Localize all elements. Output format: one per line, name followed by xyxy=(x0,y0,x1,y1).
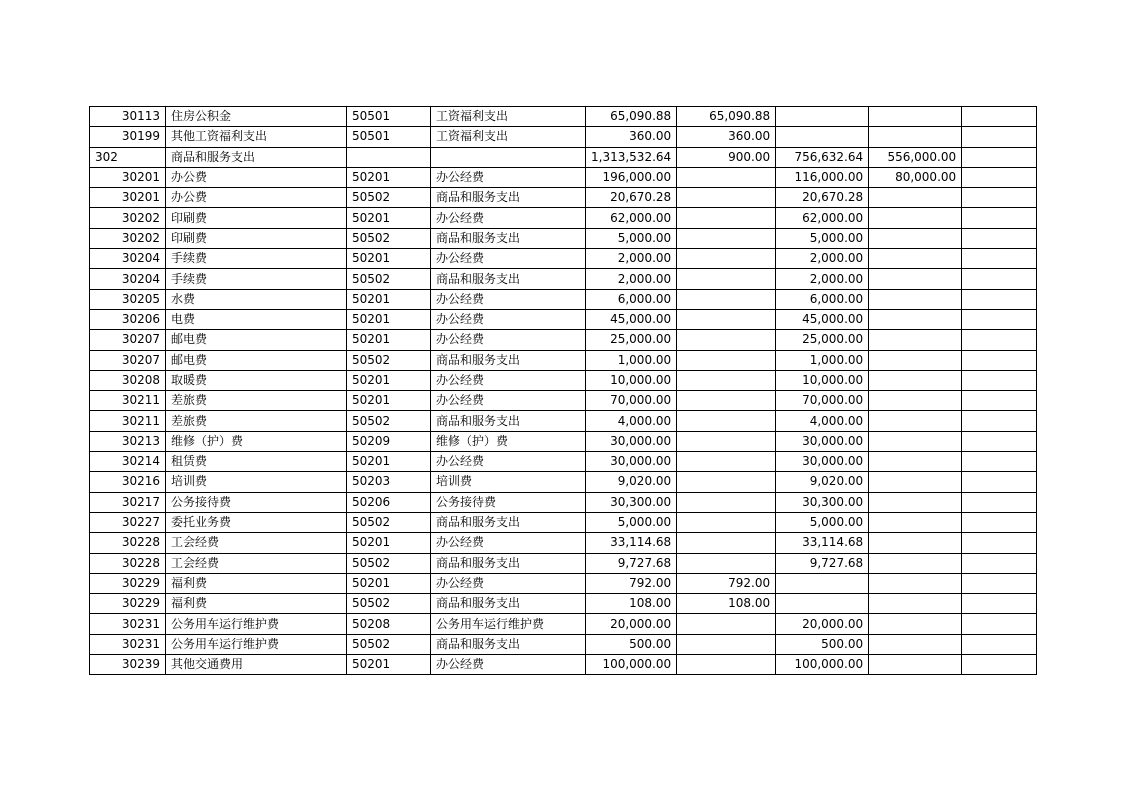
project-expense-cell xyxy=(869,411,962,431)
econ-name-cell: 公务用车运行维护费 xyxy=(431,614,586,634)
other-cell xyxy=(962,188,1037,208)
basic-public-cell: 5,000.00 xyxy=(776,228,869,248)
econ-name-cell: 维修（护）费 xyxy=(431,431,586,451)
total-amount-cell: 100,000.00 xyxy=(586,655,677,675)
project-expense-cell xyxy=(869,188,962,208)
subject-name-cell: 其他交通费用 xyxy=(166,655,347,675)
other-cell xyxy=(962,309,1037,329)
project-expense-cell xyxy=(869,573,962,593)
econ-name-cell: 办公经费 xyxy=(431,208,586,228)
subject-name-cell: 手续费 xyxy=(166,269,347,289)
subject-name-cell: 电费 xyxy=(166,309,347,329)
basic-personnel-cell xyxy=(677,330,776,350)
project-expense-cell xyxy=(869,492,962,512)
basic-public-cell: 2,000.00 xyxy=(776,249,869,269)
econ-code-cell: 50203 xyxy=(347,472,431,492)
basic-personnel-cell xyxy=(677,188,776,208)
subject-name-cell: 差旅费 xyxy=(166,391,347,411)
econ-code-cell: 50502 xyxy=(347,634,431,654)
basic-public-cell xyxy=(776,127,869,147)
project-expense-cell xyxy=(869,472,962,492)
table-row xyxy=(90,350,1037,370)
total-amount-cell: 25,000.00 xyxy=(586,330,677,350)
subject-name-cell: 办公费 xyxy=(166,167,347,187)
project-expense-cell xyxy=(869,512,962,532)
basic-personnel-cell: 65,090.88 xyxy=(677,107,776,127)
subject-code-cell: 30207 xyxy=(90,330,166,350)
econ-code-cell: 50209 xyxy=(347,431,431,451)
basic-personnel-cell: 900.00 xyxy=(677,147,776,167)
table-row xyxy=(90,391,1037,411)
other-cell xyxy=(962,655,1037,675)
other-cell xyxy=(962,289,1037,309)
other-cell xyxy=(962,553,1037,573)
total-amount-cell: 360.00 xyxy=(586,127,677,147)
econ-code-cell: 50502 xyxy=(347,411,431,431)
project-expense-cell xyxy=(869,553,962,573)
other-cell xyxy=(962,228,1037,248)
table-row xyxy=(90,370,1037,390)
subject-name-cell: 公务用车运行维护费 xyxy=(166,634,347,654)
basic-public-cell xyxy=(776,107,869,127)
econ-code-cell: 50201 xyxy=(347,289,431,309)
subject-name-cell: 工会经费 xyxy=(166,533,347,553)
basic-personnel-cell xyxy=(677,391,776,411)
subject-name-cell: 其他工资福利支出 xyxy=(166,127,347,147)
basic-public-cell: 4,000.00 xyxy=(776,411,869,431)
basic-public-cell: 10,000.00 xyxy=(776,370,869,390)
basic-public-cell: 5,000.00 xyxy=(776,512,869,532)
total-amount-cell: 6,000.00 xyxy=(586,289,677,309)
econ-code-cell: 50201 xyxy=(347,167,431,187)
subject-code-cell: 30216 xyxy=(90,472,166,492)
table-row xyxy=(90,208,1037,228)
econ-name-cell: 商品和服务支出 xyxy=(431,594,586,614)
table-row xyxy=(90,411,1037,431)
basic-personnel-cell xyxy=(677,655,776,675)
basic-public-cell: 1,000.00 xyxy=(776,350,869,370)
subject-name-cell: 印刷费 xyxy=(166,208,347,228)
subject-name-cell: 邮电费 xyxy=(166,350,347,370)
basic-public-cell: 62,000.00 xyxy=(776,208,869,228)
econ-name-cell: 办公经费 xyxy=(431,249,586,269)
subject-name-cell: 水费 xyxy=(166,289,347,309)
econ-name-cell: 办公经费 xyxy=(431,655,586,675)
basic-personnel-cell: 360.00 xyxy=(677,127,776,147)
econ-name-cell: 办公经费 xyxy=(431,167,586,187)
project-expense-cell xyxy=(869,634,962,654)
econ-code-cell: 50206 xyxy=(347,492,431,512)
basic-personnel-cell xyxy=(677,634,776,654)
other-cell xyxy=(962,350,1037,370)
econ-code-cell: 50201 xyxy=(347,309,431,329)
project-expense-cell xyxy=(869,533,962,553)
other-cell xyxy=(962,431,1037,451)
project-expense-cell xyxy=(869,289,962,309)
subject-code-cell: 30211 xyxy=(90,411,166,431)
subject-code-cell: 30217 xyxy=(90,492,166,512)
subject-name-cell: 福利费 xyxy=(166,594,347,614)
econ-name-cell: 办公经费 xyxy=(431,452,586,472)
econ-code-cell: 50201 xyxy=(347,370,431,390)
subject-code-cell: 30201 xyxy=(90,188,166,208)
basic-personnel-cell xyxy=(677,167,776,187)
table-row xyxy=(90,269,1037,289)
total-amount-cell: 1,313,532.64 xyxy=(586,147,677,167)
other-cell xyxy=(962,411,1037,431)
subject-name-cell: 办公费 xyxy=(166,188,347,208)
project-expense-cell: 556,000.00 xyxy=(869,147,962,167)
table-row xyxy=(90,431,1037,451)
basic-personnel-cell xyxy=(677,249,776,269)
total-amount-cell: 108.00 xyxy=(586,594,677,614)
econ-code-cell: 50201 xyxy=(347,533,431,553)
econ-name-cell: 办公经费 xyxy=(431,370,586,390)
project-expense-cell xyxy=(869,330,962,350)
total-amount-cell: 1,000.00 xyxy=(586,350,677,370)
other-cell xyxy=(962,634,1037,654)
basic-personnel-cell xyxy=(677,431,776,451)
other-cell xyxy=(962,167,1037,187)
other-cell xyxy=(962,127,1037,147)
table-row xyxy=(90,512,1037,532)
econ-code-cell: 50502 xyxy=(347,553,431,573)
other-cell xyxy=(962,269,1037,289)
table-row xyxy=(90,492,1037,512)
basic-public-cell xyxy=(776,573,869,593)
econ-name-cell: 商品和服务支出 xyxy=(431,188,586,208)
econ-code-cell: 50501 xyxy=(347,127,431,147)
basic-personnel-cell xyxy=(677,208,776,228)
project-expense-cell xyxy=(869,391,962,411)
econ-name-cell: 公务接待费 xyxy=(431,492,586,512)
total-amount-cell: 5,000.00 xyxy=(586,512,677,532)
total-amount-cell: 33,114.68 xyxy=(586,533,677,553)
basic-public-cell: 25,000.00 xyxy=(776,330,869,350)
other-cell xyxy=(962,512,1037,532)
basic-public-cell: 30,000.00 xyxy=(776,452,869,472)
project-expense-cell xyxy=(869,370,962,390)
basic-personnel-cell xyxy=(677,472,776,492)
other-cell xyxy=(962,249,1037,269)
table-row xyxy=(90,655,1037,675)
subject-name-cell: 印刷费 xyxy=(166,228,347,248)
econ-name-cell: 办公经费 xyxy=(431,533,586,553)
subject-code-cell: 30228 xyxy=(90,553,166,573)
subject-code-cell: 30202 xyxy=(90,208,166,228)
other-cell xyxy=(962,391,1037,411)
basic-public-cell: 500.00 xyxy=(776,634,869,654)
econ-name-cell: 商品和服务支出 xyxy=(431,269,586,289)
table-row xyxy=(90,533,1037,553)
econ-name-cell: 办公经费 xyxy=(431,391,586,411)
table-row xyxy=(90,309,1037,329)
subject-code-cell: 30205 xyxy=(90,289,166,309)
basic-public-cell: 70,000.00 xyxy=(776,391,869,411)
subject-code-cell: 30228 xyxy=(90,533,166,553)
total-amount-cell: 30,000.00 xyxy=(586,431,677,451)
table-row xyxy=(90,472,1037,492)
basic-public-cell: 100,000.00 xyxy=(776,655,869,675)
subject-code-cell: 30208 xyxy=(90,370,166,390)
other-cell xyxy=(962,472,1037,492)
total-amount-cell: 9,020.00 xyxy=(586,472,677,492)
econ-code-cell: 50201 xyxy=(347,208,431,228)
other-cell xyxy=(962,614,1037,634)
subject-code-cell: 30231 xyxy=(90,634,166,654)
econ-code-cell: 50502 xyxy=(347,269,431,289)
budget-table xyxy=(89,106,1037,675)
other-cell xyxy=(962,147,1037,167)
basic-personnel-cell xyxy=(677,452,776,472)
subject-code-cell: 30201 xyxy=(90,167,166,187)
table-row xyxy=(90,634,1037,654)
subject-code-cell: 302 xyxy=(90,147,166,167)
basic-public-cell: 20,670.28 xyxy=(776,188,869,208)
project-expense-cell xyxy=(869,228,962,248)
project-expense-cell xyxy=(869,350,962,370)
econ-code-cell: 50201 xyxy=(347,249,431,269)
subject-name-cell: 取暖费 xyxy=(166,370,347,390)
subject-name-cell: 差旅费 xyxy=(166,411,347,431)
econ-code-cell: 50502 xyxy=(347,594,431,614)
econ-code-cell: 50201 xyxy=(347,330,431,350)
total-amount-cell: 9,727.68 xyxy=(586,553,677,573)
basic-public-cell: 45,000.00 xyxy=(776,309,869,329)
table-row xyxy=(90,452,1037,472)
basic-personnel-cell xyxy=(677,309,776,329)
other-cell xyxy=(962,370,1037,390)
project-expense-cell xyxy=(869,127,962,147)
subject-code-cell: 30202 xyxy=(90,228,166,248)
subject-code-cell: 30229 xyxy=(90,594,166,614)
other-cell xyxy=(962,107,1037,127)
subject-code-cell: 30231 xyxy=(90,614,166,634)
econ-name-cell: 办公经费 xyxy=(431,309,586,329)
econ-code-cell: 50502 xyxy=(347,228,431,248)
total-amount-cell: 20,000.00 xyxy=(586,614,677,634)
basic-public-cell: 2,000.00 xyxy=(776,269,869,289)
basic-personnel-cell xyxy=(677,269,776,289)
subject-name-cell: 工会经费 xyxy=(166,553,347,573)
subject-name-cell: 住房公积金 xyxy=(166,107,347,127)
econ-code-cell: 50501 xyxy=(347,107,431,127)
econ-name-cell: 工资福利支出 xyxy=(431,107,586,127)
table-row xyxy=(90,188,1037,208)
table-row xyxy=(90,167,1037,187)
econ-name-cell: 商品和服务支出 xyxy=(431,512,586,532)
project-expense-cell xyxy=(869,208,962,228)
econ-code-cell: 50502 xyxy=(347,350,431,370)
basic-public-cell: 33,114.68 xyxy=(776,533,869,553)
basic-personnel-cell xyxy=(677,228,776,248)
other-cell xyxy=(962,573,1037,593)
econ-code-cell: 50502 xyxy=(347,512,431,532)
econ-name-cell: 商品和服务支出 xyxy=(431,350,586,370)
other-cell xyxy=(962,330,1037,350)
econ-name-cell: 商品和服务支出 xyxy=(431,553,586,573)
subject-name-cell: 委托业务费 xyxy=(166,512,347,532)
subject-name-cell: 公务接待费 xyxy=(166,492,347,512)
subject-name-cell: 手续费 xyxy=(166,249,347,269)
econ-code-cell: 50201 xyxy=(347,452,431,472)
total-amount-cell: 62,000.00 xyxy=(586,208,677,228)
econ-name-cell: 商品和服务支出 xyxy=(431,634,586,654)
table-row xyxy=(90,127,1037,147)
total-amount-cell: 70,000.00 xyxy=(586,391,677,411)
subject-code-cell: 30207 xyxy=(90,350,166,370)
basic-personnel-cell xyxy=(677,492,776,512)
econ-name-cell xyxy=(431,147,586,167)
basic-personnel-cell xyxy=(677,533,776,553)
basic-public-cell: 9,020.00 xyxy=(776,472,869,492)
subject-code-cell: 30239 xyxy=(90,655,166,675)
econ-name-cell: 培训费 xyxy=(431,472,586,492)
basic-personnel-cell xyxy=(677,370,776,390)
econ-name-cell: 商品和服务支出 xyxy=(431,228,586,248)
econ-code-cell: 50208 xyxy=(347,614,431,634)
econ-name-cell: 办公经费 xyxy=(431,573,586,593)
other-cell xyxy=(962,208,1037,228)
basic-public-cell: 30,000.00 xyxy=(776,431,869,451)
project-expense-cell xyxy=(869,655,962,675)
basic-personnel-cell xyxy=(677,289,776,309)
total-amount-cell: 5,000.00 xyxy=(586,228,677,248)
basic-public-cell xyxy=(776,594,869,614)
total-amount-cell: 4,000.00 xyxy=(586,411,677,431)
project-expense-cell xyxy=(869,594,962,614)
project-expense-cell xyxy=(869,614,962,634)
subject-code-cell: 30113 xyxy=(90,107,166,127)
other-cell xyxy=(962,533,1037,553)
project-expense-cell xyxy=(869,309,962,329)
basic-personnel-cell xyxy=(677,614,776,634)
subject-code-cell: 30213 xyxy=(90,431,166,451)
econ-code-cell: 50201 xyxy=(347,573,431,593)
econ-name-cell: 工资福利支出 xyxy=(431,127,586,147)
category-row xyxy=(90,147,1037,167)
basic-public-cell: 30,300.00 xyxy=(776,492,869,512)
subject-code-cell: 30204 xyxy=(90,249,166,269)
econ-code-cell: 50201 xyxy=(347,391,431,411)
subject-code-cell: 30227 xyxy=(90,512,166,532)
subject-code-cell: 30214 xyxy=(90,452,166,472)
basic-public-cell: 9,727.68 xyxy=(776,553,869,573)
other-cell xyxy=(962,492,1037,512)
total-amount-cell: 2,000.00 xyxy=(586,249,677,269)
project-expense-cell xyxy=(869,107,962,127)
table-row xyxy=(90,553,1037,573)
subject-name-cell: 福利费 xyxy=(166,573,347,593)
basic-personnel-cell xyxy=(677,350,776,370)
basic-public-cell: 116,000.00 xyxy=(776,167,869,187)
econ-code-cell xyxy=(347,147,431,167)
table-row xyxy=(90,573,1037,593)
econ-code-cell: 50502 xyxy=(347,188,431,208)
table-row xyxy=(90,330,1037,350)
total-amount-cell: 2,000.00 xyxy=(586,269,677,289)
subject-code-cell: 30206 xyxy=(90,309,166,329)
total-amount-cell: 30,000.00 xyxy=(586,452,677,472)
table-row xyxy=(90,107,1037,127)
total-amount-cell: 65,090.88 xyxy=(586,107,677,127)
project-expense-cell xyxy=(869,269,962,289)
basic-personnel-cell xyxy=(677,512,776,532)
subject-name-cell: 培训费 xyxy=(166,472,347,492)
table-row xyxy=(90,614,1037,634)
basic-personnel-cell xyxy=(677,411,776,431)
total-amount-cell: 196,000.00 xyxy=(586,167,677,187)
project-expense-cell xyxy=(869,249,962,269)
table-row xyxy=(90,289,1037,309)
basic-personnel-cell: 792.00 xyxy=(677,573,776,593)
basic-public-cell: 20,000.00 xyxy=(776,614,869,634)
basic-public-cell: 756,632.64 xyxy=(776,147,869,167)
total-amount-cell: 30,300.00 xyxy=(586,492,677,512)
basic-personnel-cell xyxy=(677,553,776,573)
other-cell xyxy=(962,594,1037,614)
total-amount-cell: 20,670.28 xyxy=(586,188,677,208)
total-amount-cell: 500.00 xyxy=(586,634,677,654)
econ-name-cell: 商品和服务支出 xyxy=(431,411,586,431)
subject-name-cell: 商品和服务支出 xyxy=(166,147,347,167)
subject-name-cell: 公务用车运行维护费 xyxy=(166,614,347,634)
subject-code-cell: 30204 xyxy=(90,269,166,289)
subject-name-cell: 邮电费 xyxy=(166,330,347,350)
basic-public-cell: 6,000.00 xyxy=(776,289,869,309)
subject-code-cell: 30229 xyxy=(90,573,166,593)
subject-name-cell: 租赁费 xyxy=(166,452,347,472)
table-row xyxy=(90,594,1037,614)
subject-code-cell: 30199 xyxy=(90,127,166,147)
subject-name-cell: 维修（护）费 xyxy=(166,431,347,451)
total-amount-cell: 10,000.00 xyxy=(586,370,677,390)
table-row xyxy=(90,228,1037,248)
basic-personnel-cell: 108.00 xyxy=(677,594,776,614)
project-expense-cell xyxy=(869,431,962,451)
subject-code-cell: 30211 xyxy=(90,391,166,411)
total-amount-cell: 792.00 xyxy=(586,573,677,593)
project-expense-cell: 80,000.00 xyxy=(869,167,962,187)
econ-code-cell: 50201 xyxy=(347,655,431,675)
other-cell xyxy=(962,452,1037,472)
table-row xyxy=(90,249,1037,269)
project-expense-cell xyxy=(869,452,962,472)
econ-name-cell: 办公经费 xyxy=(431,330,586,350)
econ-name-cell: 办公经费 xyxy=(431,289,586,309)
total-amount-cell: 45,000.00 xyxy=(586,309,677,329)
